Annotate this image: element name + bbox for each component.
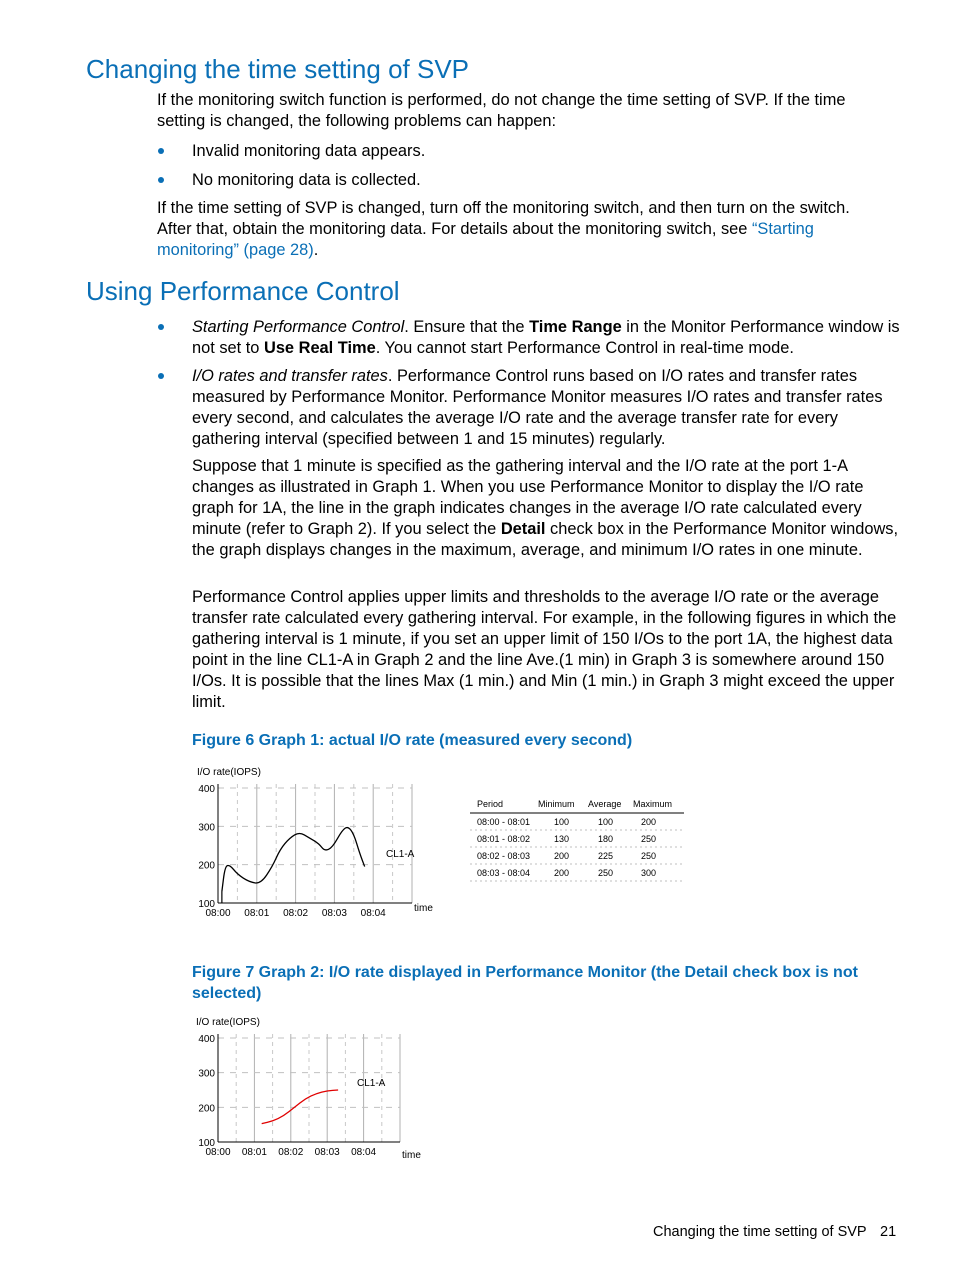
ui-term-detail: Detail bbox=[500, 520, 546, 538]
text-run: Suppose that 1 minute is specified as the gathering interval and the I/O rate at the port 1-A changes as illustrated in Graph 1. When you use Performance Monitor to display the I/O rate graph for 1A, the line in the graph indicates changes in the average I/O rate calculated every minute (refer to Graph 2). If you select the bbox=[192, 457, 864, 538]
y-tick-label: 100 bbox=[198, 899, 215, 910]
footer-page-number: 21 bbox=[880, 1224, 897, 1240]
y-tick-label: 100 bbox=[198, 1138, 215, 1149]
paragraph-upper-limits: Performance Control applies upper limits and thresholds to the average I/O rate or the average transfer rate calculated every gathering interval. For example, in the following figures in which the gathering interval is 1 minute, if you set an upper limit of 150 I/Os to the port 1A, the highest data point in the line CL1-A in Graph 2 and the line Ave.(1 min) in Graph 3 is somewhere around 150 I/Os. It is possible that the lines Max (1 min.) and Min (1 min.) in Graph 3 might exceed the upper limit. bbox=[192, 588, 897, 711]
y-tick-label: 400 bbox=[198, 784, 215, 795]
y-axis-label: I/O rate(IOPS) bbox=[197, 767, 261, 778]
series-label: CL1-A bbox=[357, 1078, 386, 1089]
starting-monitoring-link[interactable]: “Starting monitoring” (page 28) bbox=[157, 220, 814, 259]
x-tick-label: 08:02 bbox=[283, 908, 309, 919]
bullet-lead: Starting Performance Control bbox=[192, 318, 405, 336]
ui-term-use-real-time: Use Real Time bbox=[263, 339, 376, 357]
after-text: If the time setting of SVP is changed, turn off the monitoring switch, and then turn on the switch. After that, obtain the monitoring data. For details about the monitoring switch, see bbox=[157, 199, 850, 238]
table-cell: 250 bbox=[641, 851, 657, 861]
figure7-caption bbox=[192, 962, 892, 1004]
after-end: . bbox=[313, 241, 319, 259]
table-cell: 200 bbox=[554, 851, 570, 861]
text-run: check box in the Performance Monitor windows, the graph displays changes in the maximum, average, and minimum I/O rates in one minute. bbox=[192, 520, 899, 559]
y-tick-label: 300 bbox=[198, 1068, 215, 1080]
table-header-cell: Period bbox=[477, 799, 504, 809]
graph1-summary-table bbox=[468, 793, 690, 883]
table-cell: 08:02 - 08:03 bbox=[477, 851, 531, 861]
table-cell: 08:00 - 08:01 bbox=[477, 817, 531, 827]
x-tick-label: 08:02 bbox=[278, 1147, 304, 1158]
x-tick-label: 08:04 bbox=[360, 908, 386, 919]
x-tick-label: 08:03 bbox=[321, 908, 347, 919]
x-tick-label: 08:01 bbox=[244, 908, 270, 919]
table-cell: 225 bbox=[598, 851, 614, 861]
x-tick-label: 08:03 bbox=[314, 1147, 340, 1158]
table-header-cell: Average bbox=[588, 799, 622, 809]
bullet-icon bbox=[158, 373, 164, 379]
bullet-io-rates bbox=[192, 366, 900, 450]
table-cell: 200 bbox=[554, 868, 570, 878]
table-cell: 08:01 - 08:02 bbox=[477, 834, 531, 844]
text-run: in the Monitor Performance window is not set to bbox=[192, 318, 900, 357]
y-axis-label: I/O rate(IOPS) bbox=[196, 1017, 260, 1028]
table-cell: 250 bbox=[598, 868, 614, 878]
x-axis-label: time bbox=[402, 1150, 421, 1161]
x-tick-label: 08:00 bbox=[205, 1147, 231, 1158]
table-cell: 180 bbox=[598, 834, 614, 844]
x-tick-label: 08:04 bbox=[351, 1147, 377, 1158]
table-cell: 200 bbox=[641, 817, 657, 827]
table-header-cell: Maximum bbox=[633, 799, 673, 809]
section-title-performance-control: Using Performance Control bbox=[86, 276, 400, 306]
bullet-no-data: No monitoring data is collected. bbox=[192, 171, 421, 189]
graph1-chart bbox=[190, 760, 450, 930]
table-header-cell: Minimum bbox=[538, 799, 575, 809]
section1-after-text bbox=[157, 198, 887, 261]
series-label: CL1-A bbox=[386, 849, 415, 860]
table-cell: 100 bbox=[598, 817, 614, 827]
y-tick-label: 200 bbox=[198, 1103, 215, 1115]
bullet-icon bbox=[158, 148, 164, 154]
y-tick-label: 400 bbox=[198, 1034, 215, 1045]
section1-intro: If the monitoring switch function is performed, do not change the time setting of SVP. If the time setting is changed, the following problems can happen: bbox=[157, 91, 846, 130]
y-tick-label: 200 bbox=[198, 860, 215, 872]
y-tick-label: 300 bbox=[198, 822, 215, 834]
caption-line: Figure 7 Graph 2: I/O rate displayed in Performance Monitor (the Detail check box is not bbox=[192, 964, 858, 981]
bullet-starting-performance-control bbox=[192, 317, 900, 359]
section-title-svp-time: Changing the time setting of SVP bbox=[86, 54, 470, 84]
bullet-icon bbox=[158, 324, 164, 330]
table-cell: 130 bbox=[554, 834, 570, 844]
x-tick-label: 08:00 bbox=[205, 908, 231, 919]
x-axis-label: time bbox=[414, 903, 433, 914]
table-cell: 08:03 - 08:04 bbox=[477, 868, 531, 878]
bullet-icon bbox=[158, 177, 164, 183]
paragraph-graph-explanation bbox=[192, 456, 900, 561]
table-cell: 100 bbox=[554, 817, 570, 827]
x-tick-label: 08:01 bbox=[241, 1147, 267, 1158]
ui-term-time-range: Time Range bbox=[529, 318, 622, 336]
text-run: . Ensure that the bbox=[404, 318, 530, 336]
text-run: . Performance Control runs based on I/O rates and transfer rates measured by Performance Monitor. Performance Monitor measures I/O rates and transfer rates every second, and calculates the average I/O rate and the average transfer rate for every gathering interval (specified between 1 and 15 minutes) regularly. bbox=[192, 367, 883, 448]
graph2-chart bbox=[190, 1010, 430, 1170]
figure6-caption: Figure 6 Graph 1: actual I/O rate (measured every second) bbox=[192, 732, 633, 749]
series-line-cl1-a bbox=[222, 828, 365, 892]
bullet-invalid-data: Invalid monitoring data appears. bbox=[192, 142, 426, 160]
series-line-cl1-a bbox=[262, 1090, 338, 1124]
table-cell: 250 bbox=[641, 834, 657, 844]
footer-title: Changing the time setting of SVP bbox=[653, 1224, 867, 1240]
text-run: . You cannot start Performance Control in real-time mode. bbox=[375, 339, 794, 357]
bullet-lead: I/O rates and transfer rates bbox=[192, 367, 388, 385]
table-cell: 300 bbox=[641, 868, 657, 878]
caption-line: selected) bbox=[192, 985, 262, 1002]
